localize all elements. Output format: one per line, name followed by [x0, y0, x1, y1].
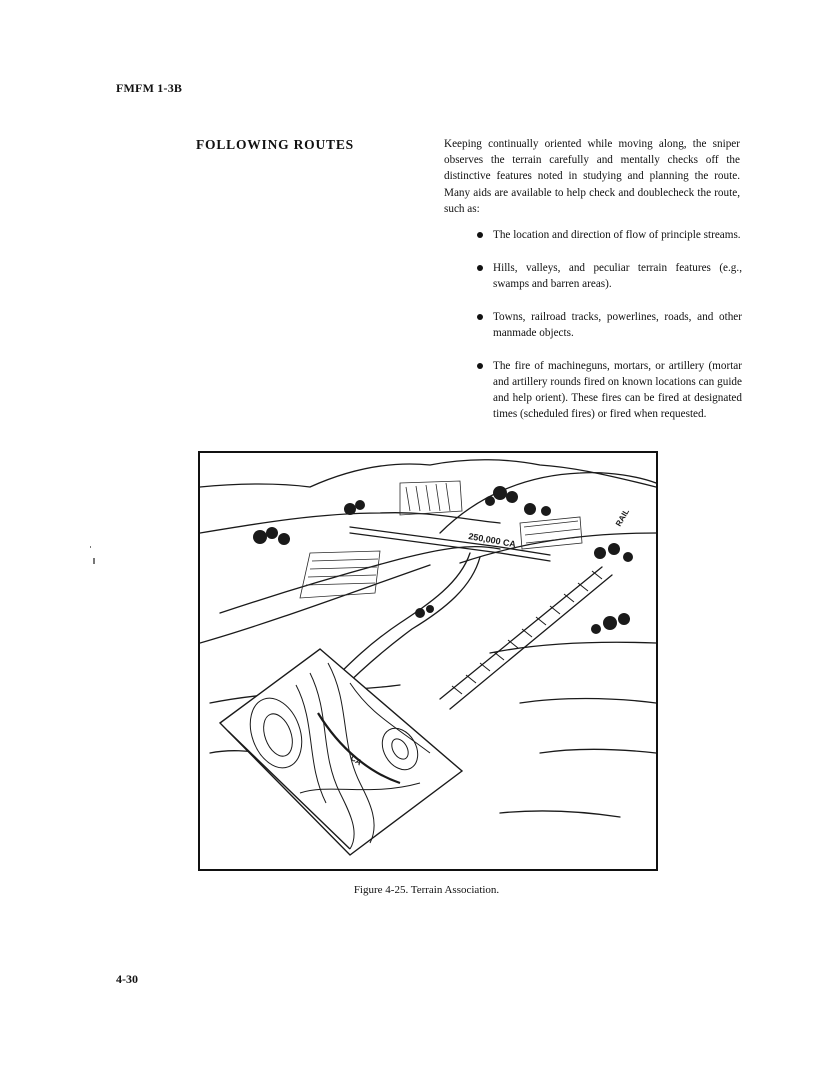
list-item-text: Towns, railroad tracks, powerlines, roads, and other manmade objects. [493, 311, 742, 339]
railroad-ties [452, 571, 602, 694]
list-item [476, 227, 742, 243]
rail-label: RAIL [613, 507, 632, 528]
figure-caption: Figure 4-25. Terrain Association. [353, 884, 500, 896]
page-number: 4-30 [116, 972, 138, 986]
folded-map [220, 649, 462, 855]
terrain-illustration [200, 453, 656, 869]
list-item [476, 309, 742, 341]
scan-speck [90, 546, 91, 548]
tree-clusters [253, 486, 633, 634]
scan-speck [93, 558, 95, 564]
running-header: FMFM 1-3B [116, 81, 183, 95]
list-item [476, 358, 742, 422]
list-item-text: The fire of machineguns, mortars, or artillery (mortar and artillery rounds fired on known locations can guide and help orient). These fires can be fired at designated times (scheduled fires) or fired when requested. [493, 360, 742, 420]
section-heading: FOLLOWING ROUTES [196, 137, 354, 152]
list-item [476, 260, 742, 292]
terrain-association-figure [198, 451, 658, 871]
list-item-text: The location and direction of flow of principle streams. [493, 229, 741, 241]
bullet-icon [477, 314, 483, 320]
road-label: 250,000 CA [467, 531, 517, 550]
aids-list [476, 227, 742, 439]
bullet-icon [477, 265, 483, 271]
map-label: CA [348, 753, 364, 768]
bullet-icon [477, 232, 483, 238]
intro-paragraph: Keeping continually oriented while moving along, the sniper observes the terrain carefully and mentally checks off the distinctive features noted in studying and planning the route. Many aids are available to help check and doublecheck the route, such as: [444, 138, 740, 215]
list-item-text: Hills, valleys, and peculiar terrain features (e.g., swamps and barren areas). [493, 262, 742, 290]
bullet-icon [477, 363, 483, 369]
